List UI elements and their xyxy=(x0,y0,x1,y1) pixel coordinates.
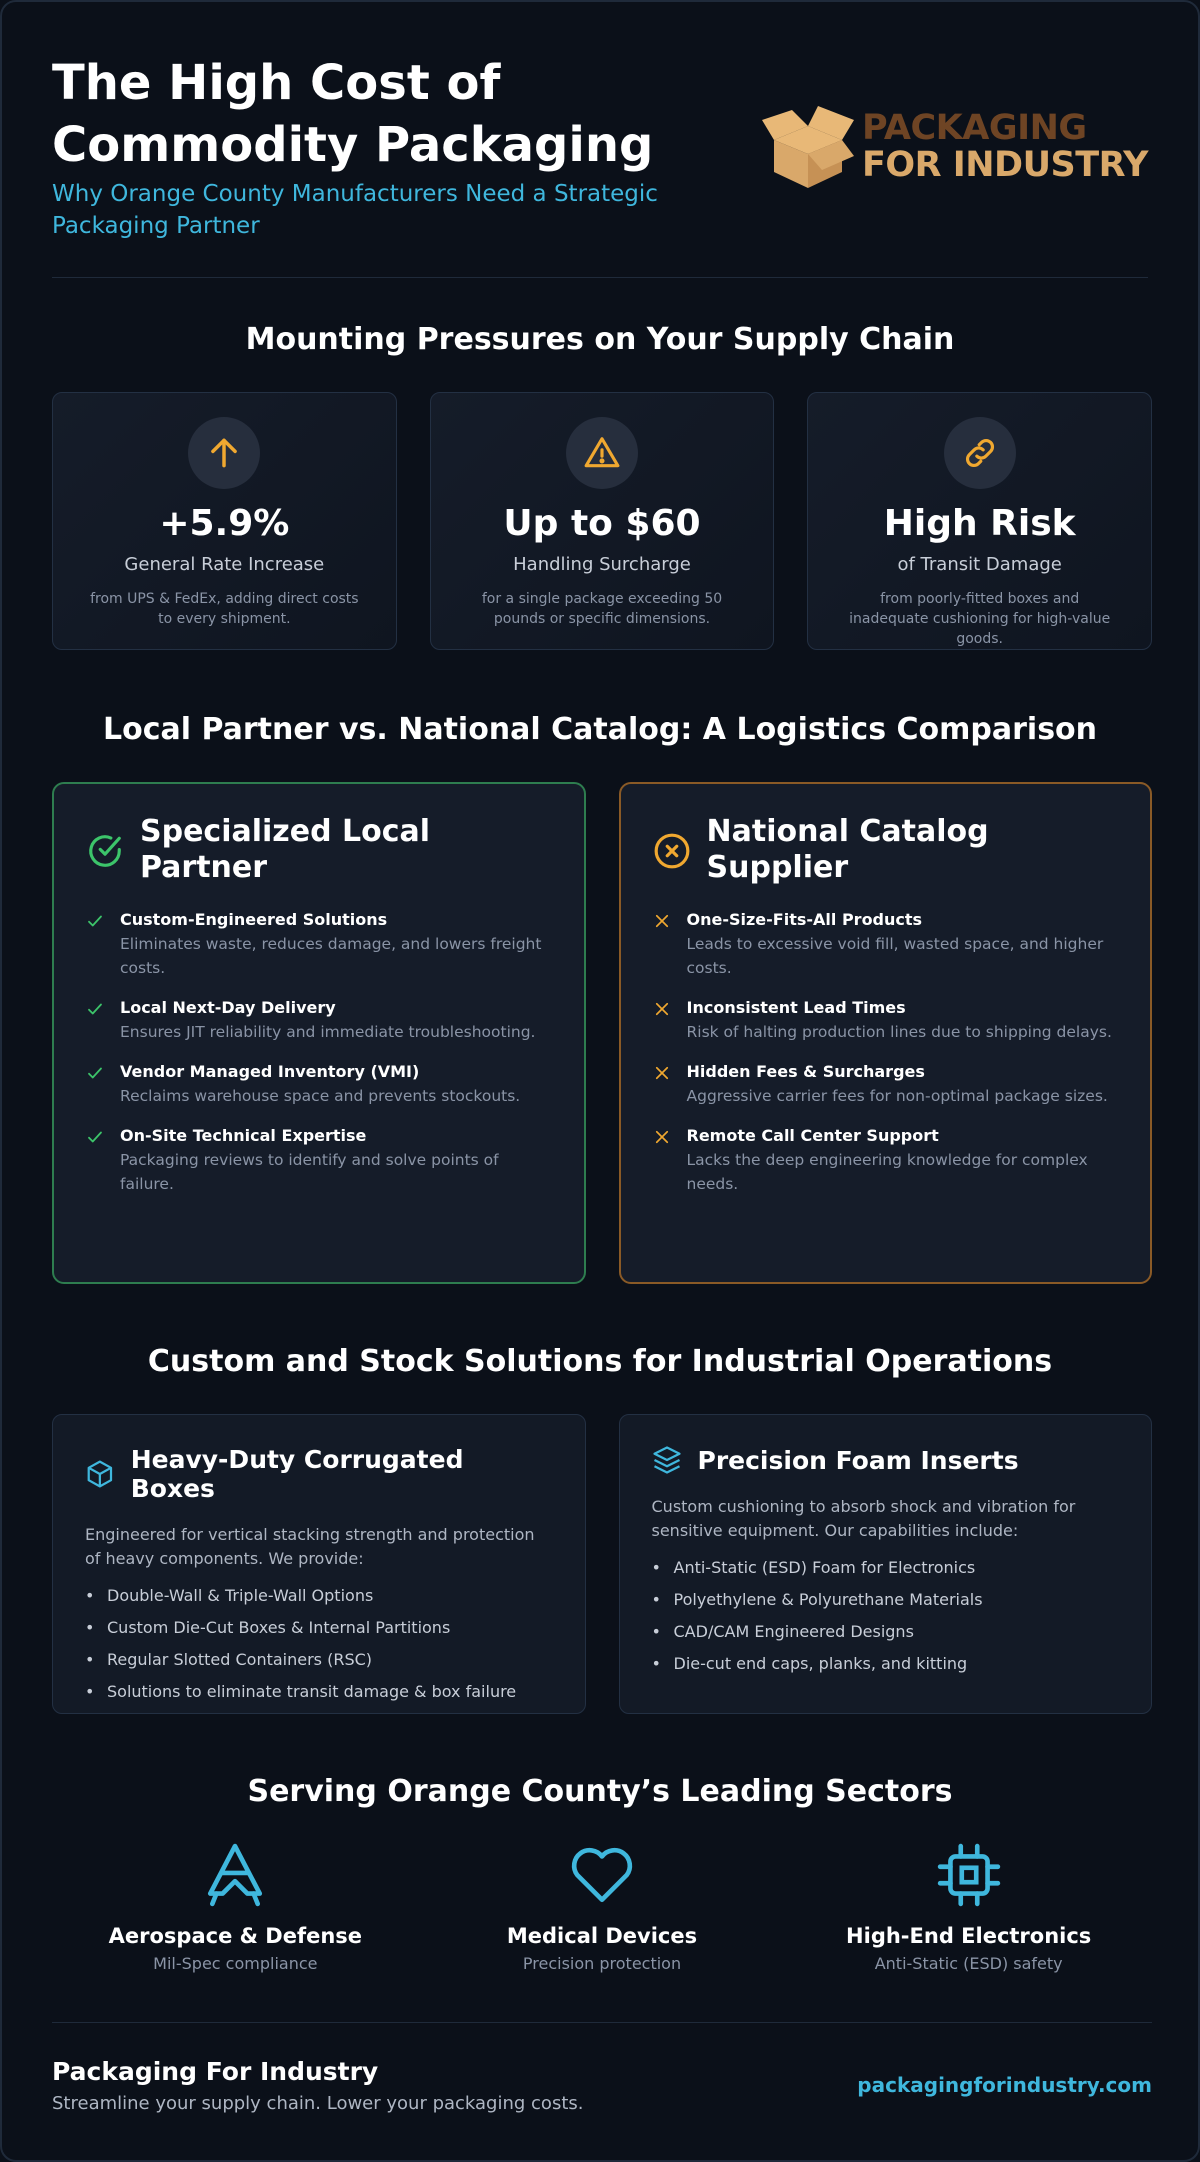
pressure-label: Handling Surcharge xyxy=(513,554,691,575)
sector-aerospace xyxy=(52,1842,419,1973)
sectors-list xyxy=(52,1842,1152,1973)
pressure-label: General Rate Increase xyxy=(124,554,325,575)
comparison-item xyxy=(86,908,552,980)
x-icon xyxy=(653,1128,671,1146)
sector-name: Aerospace & Defense xyxy=(108,1924,363,1948)
solutions-title: Custom and Stock Solutions for Industrial Operations xyxy=(147,1344,1053,1379)
chain-link-icon xyxy=(961,434,999,472)
list-item: • CAD/CAM Engineered Designs xyxy=(652,1621,1120,1643)
page-subtitle: Why Orange County Manufacturers Need a Strategic Packaging Partner xyxy=(52,181,658,239)
list-item: • Regular Slotted Containers (RSC) xyxy=(85,1649,553,1671)
check-icon xyxy=(86,1128,104,1146)
list-item: • Polyethylene & Polyurethane Materials xyxy=(652,1589,1120,1611)
chip-icon xyxy=(936,1842,1002,1908)
x-icon xyxy=(653,912,671,930)
solution-list xyxy=(652,1557,1120,1675)
pressure-card-rate xyxy=(52,392,397,650)
check-icon xyxy=(86,1064,104,1082)
item-title: Custom-Engineered Solutions xyxy=(120,910,388,929)
comparison-item xyxy=(86,996,552,1044)
item-title: Remote Call Center Support xyxy=(686,1126,939,1145)
sector-name: Medical Devices xyxy=(506,1924,698,1948)
heart-icon xyxy=(569,1842,635,1908)
comparison-item xyxy=(653,908,1119,980)
item-title: Local Next-Day Delivery xyxy=(120,998,336,1017)
sector-electronics xyxy=(785,1842,1152,1973)
item-desc: Lacks the deep engineering knowledge for complex needs. xyxy=(686,1151,1088,1193)
x-icon xyxy=(653,1064,671,1082)
footer xyxy=(52,2022,1152,2122)
item-title: One-Size-Fits-All Products xyxy=(686,910,923,929)
sectors-title: Serving Orange County’s Leading Sectors xyxy=(247,1774,953,1809)
pressure-value: High Risk xyxy=(883,503,1076,544)
item-desc: Leads to excessive void fill, wasted space, and higher costs. xyxy=(686,935,1104,977)
item-title: Inconsistent Lead Times xyxy=(686,998,906,1017)
arrow-up-icon xyxy=(205,434,243,472)
logo-line1: PACKAGING xyxy=(861,108,1087,148)
rocket-icon xyxy=(202,1842,268,1908)
cube-icon xyxy=(85,1459,115,1489)
item-title: Vendor Managed Inventory (VMI) xyxy=(120,1062,420,1081)
item-desc: Risk of halting production lines due to shipping delays. xyxy=(686,1023,1112,1041)
footer-tagline: Streamline your supply chain. Lower your packaging costs. xyxy=(52,2093,584,2114)
footer-brand: Packaging For Industry xyxy=(52,2057,379,2086)
pressure-value: +5.9% xyxy=(159,503,290,544)
solutions-cards xyxy=(52,1414,1152,1714)
comparison-item xyxy=(86,1060,552,1108)
pressure-desc: from UPS & FedEx, adding direct costs to every shipment. xyxy=(90,591,359,627)
page-title: The High Cost of Commodity Packaging xyxy=(52,55,654,173)
item-title: On-Site Technical Expertise xyxy=(120,1126,367,1145)
comparison-cards xyxy=(52,782,1152,1284)
solution-list xyxy=(85,1585,553,1703)
solution-title: Heavy-Duty Corrugated Boxes xyxy=(130,1445,464,1503)
item-desc: Packaging reviews to identify and solve points of failure. xyxy=(120,1151,499,1193)
box-logo-icon xyxy=(762,104,854,190)
item-desc: Aggressive carrier fees for non-optimal package sizes. xyxy=(686,1087,1108,1105)
solution-intro: Engineered for vertical stacking strength and protection of heavy components. We provide: xyxy=(85,1525,535,1568)
layers-icon xyxy=(652,1445,682,1475)
sector-medical xyxy=(419,1842,786,1973)
check-icon xyxy=(86,1000,104,1018)
list-item: • Custom Die-Cut Boxes & Internal Partitions xyxy=(85,1617,553,1639)
pressure-label: of Transit Damage xyxy=(897,554,1062,575)
sector-name: High-End Electronics xyxy=(846,1924,1092,1948)
comparison-item xyxy=(653,996,1119,1044)
national-supplier-title: National Catalog Supplier xyxy=(706,814,989,885)
sector-desc: Anti-Static (ESD) safety xyxy=(874,1954,1063,1973)
item-desc: Ensures JIT reliability and immediate troubleshooting. xyxy=(120,1023,536,1041)
comparison-title: Local Partner vs. National Catalog: A Logistics Comparison xyxy=(102,712,1098,747)
list-item: • Solutions to eliminate transit damage & box failure xyxy=(85,1681,553,1703)
x-icon xyxy=(653,1000,671,1018)
logo-line2: FOR INDUSTRY xyxy=(861,145,1148,185)
sector-desc: Mil-Spec compliance xyxy=(153,1954,318,1973)
check-circle-icon xyxy=(86,832,124,870)
pressure-desc: from poorly-fitted boxes and inadequate cushioning for high-value goods. xyxy=(849,591,1111,647)
header xyxy=(52,2,1148,278)
pressures-cards xyxy=(52,392,1152,650)
local-partner-card xyxy=(52,782,586,1284)
pressure-value: Up to $60 xyxy=(503,503,701,544)
list-item: • Double-Wall & Triple-Wall Options xyxy=(85,1585,553,1607)
national-supplier-card xyxy=(619,782,1153,1284)
check-icon xyxy=(86,912,104,930)
solution-title: Precision Foam Inserts xyxy=(697,1445,1019,1475)
comparison-item xyxy=(653,1124,1119,1196)
brand-logo xyxy=(762,104,1148,190)
solution-intro: Custom cushioning to absorb shock and vibration for sensitive equipment. Our capabilities include: xyxy=(651,1497,1076,1540)
list-item: • Die-cut end caps, planks, and kitting xyxy=(652,1653,1120,1675)
pressure-card-surcharge xyxy=(430,392,775,650)
x-circle-icon xyxy=(653,832,691,870)
list-item: • Anti-Static (ESD) Foam for Electronics xyxy=(652,1557,1120,1579)
item-title: Hidden Fees & Surcharges xyxy=(686,1062,925,1081)
pressures-title: Mounting Pressures on Your Supply Chain xyxy=(245,322,955,357)
item-desc: Reclaims warehouse space and prevents stockouts. xyxy=(120,1087,521,1105)
item-desc: Eliminates waste, reduces damage, and lowers freight costs. xyxy=(120,935,542,977)
pressure-desc: for a single package exceeding 50 pounds or specific dimensions. xyxy=(481,591,723,627)
foam-inserts-card xyxy=(619,1414,1153,1714)
pressure-card-risk xyxy=(807,392,1152,650)
website-link[interactable]: packagingforindustry.com xyxy=(857,2073,1152,2097)
corrugated-boxes-card xyxy=(52,1414,586,1714)
warning-icon xyxy=(583,434,621,472)
sector-desc: Precision protection xyxy=(522,1954,682,1973)
comparison-item xyxy=(86,1124,552,1196)
local-partner-title: Specialized Local Partner xyxy=(140,814,431,885)
comparison-item xyxy=(653,1060,1119,1108)
